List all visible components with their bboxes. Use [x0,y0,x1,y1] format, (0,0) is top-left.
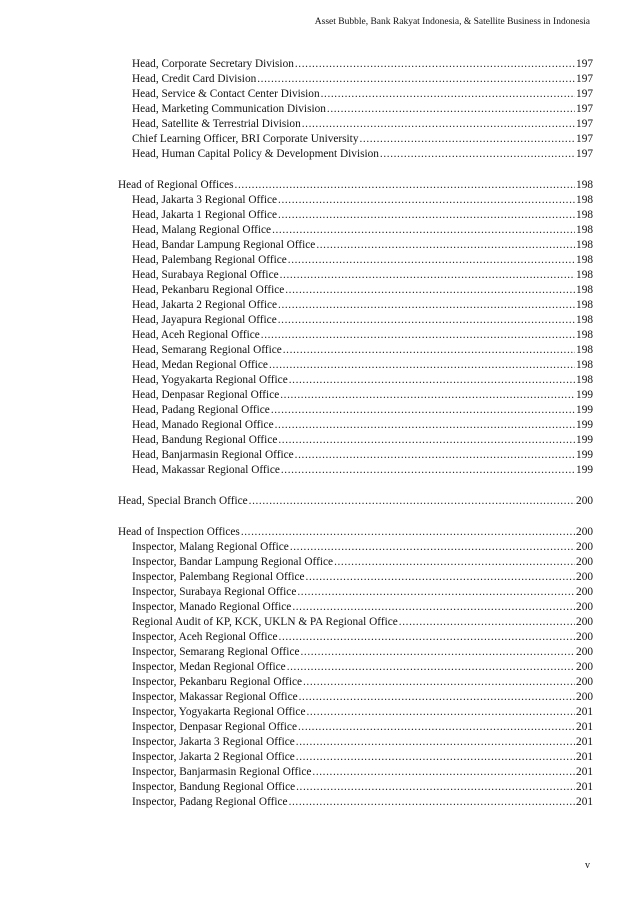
dot-leader [303,675,575,690]
dot-leader [235,178,576,193]
dot-leader [289,373,575,388]
dot-leader [316,238,575,253]
toc-page-number: 197 [576,58,593,70]
toc-page-number: 200 [576,661,593,673]
section-gap [118,478,593,494]
toc-page-number: 198 [576,359,593,371]
toc-entry [118,645,593,660]
toc-entry [118,147,593,162]
toc-entry [118,780,593,795]
toc-page-number: 201 [576,796,593,808]
toc-entry [118,615,593,630]
toc-section-entry [118,525,593,540]
toc-page-number: 200 [576,631,593,643]
toc-page-number: 200 [576,586,593,598]
toc-entry-title: Head, Padang Regional Office [132,404,270,416]
toc-page-number: 200 [576,526,593,538]
toc-entry [118,193,593,208]
toc-entry [118,600,593,615]
toc-entry [118,313,593,328]
toc-entry-title: Head, Makassar Regional Office [132,464,280,476]
toc-entry-title: Head, Bandung Regional Office [132,434,278,446]
toc-entry-title: Head, Jayapura Regional Office [132,314,277,326]
toc-entry-title: Head, Credit Card Division [132,73,257,85]
toc-entry-title: Inspector, Bandung Regional Office [132,781,296,793]
dot-leader [290,540,575,555]
toc-page-number: 197 [576,103,593,115]
dot-leader [296,780,575,795]
toc-page-number: 197 [576,133,593,145]
toc-section-entry [118,178,593,193]
dot-leader [249,494,575,509]
toc-entry [118,540,593,555]
toc-entry-title: Head, Jakarta 2 Regional Office [132,299,278,311]
toc-entry-title: Head, Aceh Regional Office [132,329,260,341]
dot-leader [380,147,575,162]
dot-leader [312,765,575,780]
toc-entry-title: Inspector, Surabaya Regional Office [132,586,297,598]
toc-entry [118,102,593,117]
toc-entry [118,87,593,102]
toc-page-number: 200 [576,571,593,583]
toc-page-number: 198 [576,269,593,281]
dot-leader [399,615,575,630]
toc-page-number: 200 [576,601,593,613]
toc-entry-title: Head, Service & Contact Center Division [132,88,320,100]
toc-entry-title: Head, Jakarta 1 Regional Office [132,209,278,221]
toc-page-number: 198 [576,224,593,236]
dot-leader [261,328,575,343]
toc-entry [118,238,593,253]
toc-entry-title: Inspector, Malang Regional Office [132,541,289,553]
toc-page-number: 199 [576,464,593,476]
toc-page-number: 200 [576,616,593,628]
toc-entry-title: Inspector, Yogyakarta Regional Office [132,706,306,718]
toc-page-number: 198 [576,374,593,386]
toc-page-number: 197 [576,118,593,130]
dot-leader [321,87,575,102]
toc-page-number: 201 [576,751,593,763]
toc-entry [118,117,593,132]
toc-page-number: 198 [576,314,593,326]
toc-entry [118,358,593,373]
toc-entry [118,283,593,298]
toc-entry-title: Head, Corporate Secretary Division [132,58,294,70]
toc-entry [118,555,593,570]
toc-entry-title: Head, Denpasar Regional Office [132,389,280,401]
toc-page-number: 199 [576,404,593,416]
toc-page-number: 198 [576,299,593,311]
toc-entry-title: Inspector, Palembang Regional Office [132,571,305,583]
toc-entry-title: Head, Semarang Regional Office [132,344,282,356]
toc-page-number: 198 [576,329,593,341]
toc-entry-title: Inspector, Pekanbaru Regional Office [132,676,302,688]
toc-page-number: 199 [576,449,593,461]
toc-entry-title: Inspector, Padang Regional Office [132,796,288,808]
toc-entry-title: Inspector, Aceh Regional Office [132,631,278,643]
toc-entry [118,570,593,585]
dot-leader [275,418,575,433]
toc-entry [118,223,593,238]
toc-page-number: 199 [576,434,593,446]
toc-entry [118,253,593,268]
toc-entry [118,765,593,780]
dot-leader [297,585,575,600]
dot-leader [334,555,575,570]
toc-entry [118,418,593,433]
toc-entry-title: Head, Marketing Communication Division [132,103,326,115]
toc-entry-title: Inspector, Semarang Regional Office [132,646,300,658]
dot-leader [302,117,575,132]
toc-entry [118,705,593,720]
toc-entry-title: Inspector, Jakarta 3 Regional Office [132,736,295,748]
toc-entry-title: Head, Malang Regional Office [132,224,272,236]
dot-leader [278,193,575,208]
dot-leader [279,630,576,645]
toc-entry-title: Inspector, Makassar Regional Office [132,691,298,703]
dot-leader [278,208,575,223]
toc-entry [118,690,593,705]
toc-page-number: 200 [576,646,593,658]
toc-entry [118,585,593,600]
dot-leader [306,570,576,585]
toc-entry-title: Head of Inspection Offices [118,526,240,538]
toc-page-number: 199 [576,389,593,401]
toc-entry-title: Inspector, Manado Regional Office [132,601,292,613]
toc-entry-title: Head, Satellite & Terrestrial Division [132,118,301,130]
dot-leader [306,705,575,720]
dot-leader [295,57,575,72]
toc-entry-title: Inspector, Medan Regional Office [132,661,286,673]
dot-leader [295,448,575,463]
toc-entry [118,298,593,313]
toc-page-number: 198 [576,239,593,251]
dot-leader [298,720,575,735]
toc-page-number: 197 [576,88,593,100]
toc-entry-title: Inspector, Denpasar Regional Office [132,721,297,733]
dot-leader [280,268,575,283]
toc-entry [118,660,593,675]
running-header: Asset Bubble, Bank Rakyat Indonesia, & Satellite Business in Indonesia [314,17,590,27]
toc-page-number: 200 [576,676,593,688]
toc-entry [118,373,593,388]
toc-entry [118,675,593,690]
dot-leader [278,313,575,328]
dot-leader [300,645,575,660]
toc-page-number: 197 [576,73,593,85]
toc-entry [118,463,593,478]
dot-leader [289,795,575,810]
toc-page-number: 200 [576,556,593,568]
toc-entry [118,328,593,343]
dot-leader [299,690,575,705]
toc-entry-title: Inspector, Bandar Lampung Regional Office [132,556,334,568]
toc-entry [118,72,593,87]
toc-entry [118,750,593,765]
toc-page-number: 200 [576,541,593,553]
toc-page-number: 199 [576,419,593,431]
toc-entry [118,388,593,403]
toc-entry-title: Head, Surabaya Regional Office [132,269,279,281]
toc-entry-title: Head, Medan Regional Office [132,359,268,371]
dot-leader [359,132,575,147]
toc-entry-title: Head, Jakarta 3 Regional Office [132,194,278,206]
section-gap [118,509,593,525]
dot-leader [241,525,575,540]
toc-entry [118,132,593,147]
toc-page-number: 201 [576,781,593,793]
toc-entry-title: Inspector, Banjarmasin Regional Office [132,766,312,778]
toc-entry [118,795,593,810]
dot-leader [288,253,575,268]
dot-leader [296,735,575,750]
toc-entry-title: Head, Bandar Lampung Regional Office [132,239,316,251]
dot-leader [269,358,575,373]
toc-entry [118,268,593,283]
dot-leader [271,403,575,418]
toc-page-number: 198 [576,194,593,206]
toc-page-number: 198 [576,344,593,356]
toc-entry [118,433,593,448]
toc-entry [118,448,593,463]
dot-leader [287,660,575,675]
toc-entry-title: Head, Human Capital Policy & Development Division [132,148,379,160]
toc-page-number: 200 [576,691,593,703]
toc-section-entry [118,494,593,509]
toc-entry [118,403,593,418]
toc-entry-title: Inspector, Jakarta 2 Regional Office [132,751,295,763]
toc-entry-title: Head, Banjarmasin Regional Office [132,449,294,461]
toc-entry-title: Head, Pekanbaru Regional Office [132,284,285,296]
toc-page-number: 198 [576,284,593,296]
toc-page-number: 201 [576,721,593,733]
toc-page-number: 198 [576,179,593,191]
toc-entry-title: Head, Yogyakarta Regional Office [132,374,288,386]
toc-entry [118,720,593,735]
toc-entry [118,630,593,645]
toc-page-number: 201 [576,706,593,718]
dot-leader [278,433,575,448]
dot-leader [283,343,575,358]
dot-leader [281,463,575,478]
toc-entry [118,208,593,223]
table-of-contents [118,57,593,810]
toc-entry-title: Head, Special Branch Office [118,495,248,507]
toc-entry-title: Head, Manado Regional Office [132,419,274,431]
dot-leader [296,750,575,765]
toc-page-number: 200 [576,495,593,507]
toc-entry-title: Head of Regional Offices [118,179,234,191]
toc-entry [118,343,593,358]
dot-leader [257,72,575,87]
toc-page-number: 201 [576,766,593,778]
toc-page-number: 198 [576,254,593,266]
dot-leader [280,388,575,403]
toc-page-number: 201 [576,736,593,748]
dot-leader [292,600,575,615]
dot-leader [327,102,575,117]
toc-entry-title: Regional Audit of KP, KCK, UKLN & PA Regional Office [132,616,398,628]
page-number: v [585,860,590,871]
toc-entry [118,735,593,750]
toc-entry-title: Chief Learning Officer, BRI Corporate University [132,133,359,145]
dot-leader [278,298,575,313]
toc-page-number: 197 [576,148,593,160]
section-gap [118,162,593,178]
toc-entry [118,57,593,72]
dot-leader [285,283,575,298]
toc-entry-title: Head, Palembang Regional Office [132,254,287,266]
toc-page-number: 198 [576,209,593,221]
dot-leader [272,223,575,238]
